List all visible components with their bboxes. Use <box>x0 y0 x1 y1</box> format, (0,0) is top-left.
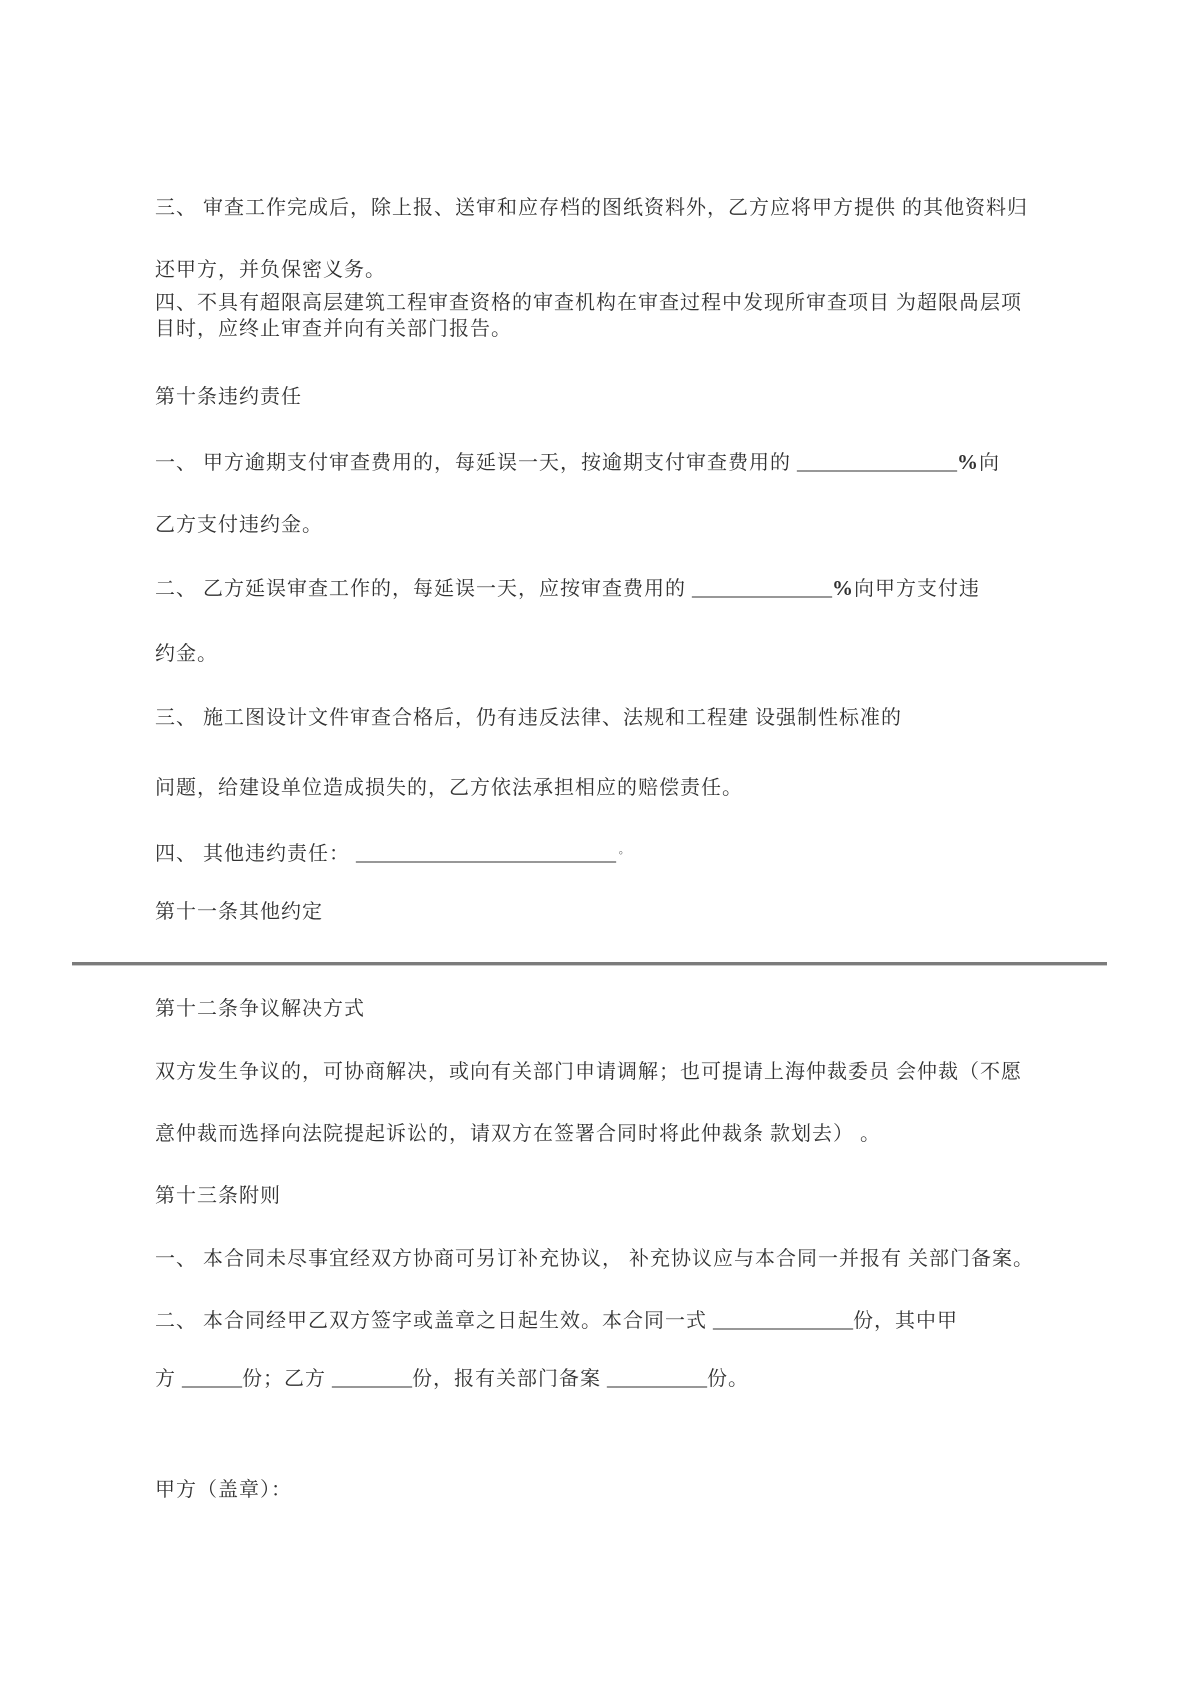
fill-in-blank-percent-party-b: ______________ <box>692 578 832 600</box>
fill-in-blank-copies-party-b: ________ <box>332 1368 412 1390</box>
fill-in-blank-other-liability: __________________________ <box>356 843 616 865</box>
clause-text: 方 <box>155 1368 182 1390</box>
clause-text: 向 <box>979 452 1000 474</box>
article-10-item-1-line2: 乙方支付违约金。 <box>155 514 323 536</box>
review-clause-3-line2: 还甲方，并负保密义务。 <box>155 259 386 281</box>
article-13-item-2-line1 <box>155 1309 958 1333</box>
review-clause-4-line1: 四、不具有超限高层建筑工程审查资格的审查机构在审查过程中发现所审查项目 为超限咼层项 <box>155 292 1022 314</box>
article-10-item-3-line1: 三、 施工图设计文件审查合格后，仍有违反法律、法规和工程建 设强制性标准的 <box>155 707 902 729</box>
article-11-heading: 第十一条其他约定 <box>155 901 323 923</box>
fill-in-blank-percent-party-a: ________________ <box>797 452 957 474</box>
fill-in-blank-copies-total: ______________ <box>713 1310 853 1332</box>
review-clause-3-line1: 三、 审查工作完成后，除上报、送审和应存档的图纸资料外，乙方应将甲方提供 的其他资料归 <box>155 197 1028 219</box>
clause-text: 份，报有关部门备案 <box>412 1368 607 1390</box>
clause-text: 四、 其他违约责任： <box>155 843 356 865</box>
article-12-line2: 意仲裁而选择向法院提起诉讼的，请双方在签署合同时将此仲裁条 款划去） 。 <box>155 1123 881 1145</box>
clause-text: 向甲方支付违 <box>854 578 980 600</box>
clause-text: 份。 <box>707 1368 749 1390</box>
article-10-item-2-line2: 约金。 <box>155 643 218 665</box>
percent-sign: % <box>832 576 854 600</box>
clause-text: 一、 甲方逾期支付审查费用的，每延误一天，按逾期支付审查费用的 <box>155 452 797 474</box>
article-12-line1: 双方发生争议的，可协商解决，或向有关部门申请调解；也可提请上海仲裁委员 会仲裁（不愿 <box>155 1061 1022 1083</box>
percent-sign: % <box>957 450 979 474</box>
signature-party-a-label: 甲方（盖章）： <box>155 1479 292 1501</box>
article-13-item-2-line2 <box>155 1367 749 1391</box>
article-12-heading: 第十二条争议解决方式 <box>155 998 365 1020</box>
article-13-heading: 第十三条附则 <box>155 1185 281 1207</box>
clause-text: 二、 本合同经甲乙双方签字或盖章之日起生效。本合同一式 <box>155 1310 713 1332</box>
clause-text: 份，其中甲 <box>853 1310 958 1332</box>
fill-in-blank-copies-filing: __________ <box>607 1368 707 1390</box>
article-10-item-2-line1 <box>155 576 980 601</box>
article-10-item-3-line2: 问题，给建设单位造成损失的，乙方依法承担相应的赔偿责任。 <box>155 777 743 799</box>
article-10-item-4-line <box>155 838 630 866</box>
clause-text: 二、 乙方延误审查工作的，每延误一天，应按审查费用的 <box>155 578 692 600</box>
article-10-heading: 第十条违约责任 <box>155 386 302 408</box>
other-agreements-fill-line <box>72 962 1107 966</box>
period-mark: 。 <box>616 844 630 856</box>
fill-in-blank-copies-party-a: ______ <box>182 1368 242 1390</box>
article-10-item-1-line1 <box>155 450 1000 475</box>
clause-text: 份；乙方 <box>242 1368 332 1390</box>
article-13-item-1: 一、 本合同未尽事宜经双方协商可另订补充协议， 补充协议应与本合同一并报有 关部门备案。 <box>155 1248 1034 1270</box>
review-clause-4-line2: 目时，应终止审查并向有关部门报告。 <box>155 318 512 340</box>
